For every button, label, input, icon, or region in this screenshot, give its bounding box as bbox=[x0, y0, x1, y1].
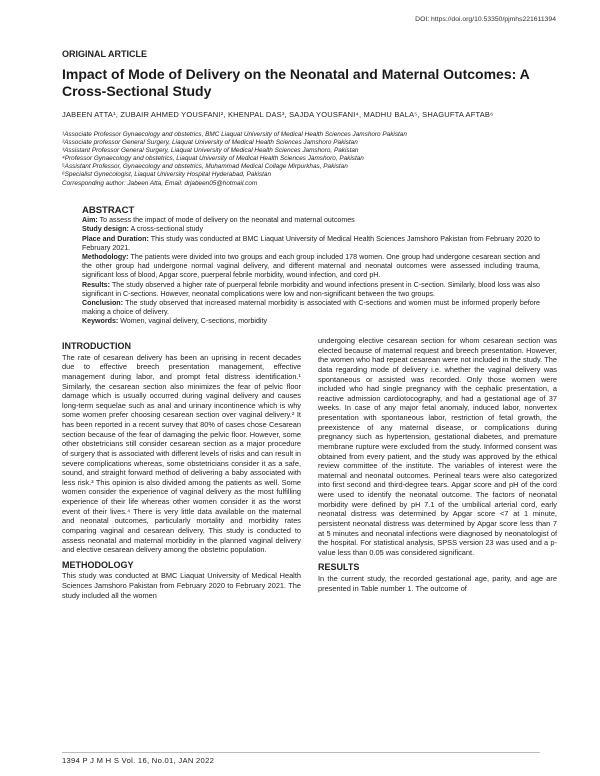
corresponding-author: Corresponding author: Jabeen Atta, Email: drjabeen05@hotmail.com bbox=[62, 179, 258, 187]
results-text: The study observed a higher rate of puerperal febrile morbidity and wound infections present in C-section. Similarly, blood loss was also significant in C-sections. However, neonatal complications were low and non-significant between the two groups. bbox=[82, 280, 540, 298]
abstract-design bbox=[82, 225, 540, 234]
methodology-text-left: This study was conducted at BMC Liaquat University of Medical Health Sciences Jamshoro Pakistan from February 2020 to February 2021. The study included all the women bbox=[62, 571, 301, 600]
place-text: This study was conducted at BMC Liaquat University of Medical Health Sciences Jamshoro Pakistan from February 2020 to February 2021. bbox=[82, 234, 540, 252]
results-heading: RESULTS bbox=[318, 562, 360, 573]
article-type-label: ORIGINAL ARTICLE bbox=[62, 49, 147, 59]
affiliation-3: ³Assistant Professor General Surgery, Liaquat University of Medical Health Sciences Jamshoro, Pakistan bbox=[62, 147, 359, 155]
design-text: A cross-sectional study bbox=[128, 225, 204, 234]
place-label: Place and Duration: bbox=[82, 234, 149, 243]
results-text: In the current study, the recorded gestational age, parity, and age are presented in Table number 1. The outcome of bbox=[318, 574, 557, 593]
abstract-heading: ABSTRACT bbox=[82, 205, 135, 216]
affiliation-2: ²Associate professor General Surgery, Liaquat University of Medical Health Sciences Jamshoro Pakistan bbox=[62, 139, 358, 147]
introduction-text: The rate of cesarean delivery has been an uprising in recent decades due to effective breech presentation management, effective management during labor, and prompt fetal distress identification.¹ Similarly, the cesarean section also minimizes the fear of pelvic floor damage which is usually occurred during vaginal delivery and causes long-term sequelae such as anal and urinary incontinence which is why some women prefer choosing cesarean section over vaginal delivery.² It has been reported in a recent survey that 80% of cases chose Cesarean section because of the fear of damaging the pelvic floor. However, some other obstetricians still consider cesarean section as a major procedure of surgery that is associated with different levels of risks and can result in severe complications whereas, some obstetricians consider it as a safe, sound, and straight forward method of delivering a baby associated with less risk.³ This opinion is also divided among the patients as well. Some women consider the experience of vaginal delivery as the most fulfilling experience of their life whereas other women consider it as the worst event of their lives.⁴ There is very little data available on the maternal and neonatal outcomes, particularly mortality and morbidity rates comparing vaginal and cesarean delivery. This study is conducted to assess neonatal and maternal morbidity in the planned vaginal delivery and elective cesarean delivery among the obstetric population. bbox=[62, 352, 301, 555]
abstract-keywords bbox=[82, 317, 540, 326]
conclusion-label: Conclusion: bbox=[82, 299, 123, 308]
abstract-methodology bbox=[82, 253, 540, 281]
keywords-text: Women, vaginal delivery, C-sections, morbidity bbox=[118, 317, 268, 326]
doi-link[interactable]: DOI: https://doi.org/10.53350/pjmhs221611394 bbox=[415, 16, 556, 23]
page-footer: 1394 P J M H S Vol. 16, No.01, JAN 2022 bbox=[62, 756, 215, 765]
methodology-text: The patients were divided into two groups and each group included 178 women. One group had undergone cesarean section and the other group had undergone normal vaginal delivery, and different maternal and neonatal outcomes were assessed including trauma, significant loss of blood, Apgar score, puerperal febrile morbidity, wound infection, and cord pH. bbox=[82, 253, 540, 280]
footer-divider bbox=[62, 752, 540, 753]
affiliation-4: ⁴Professor Gynaecology and obstetrics, Liaquat University of Medical Health Sciences Jamshoro, Pakistan bbox=[62, 155, 364, 163]
results-label: Results: bbox=[82, 280, 110, 289]
affiliation-5: ⁵Assistant Professor, Gynaecology and obstetrics, Muhammad Medical Collage Mirpurkhas, Pakistan bbox=[62, 163, 348, 171]
methodology-label: Methodology: bbox=[82, 253, 129, 262]
aim-text: To assess the impact of mode of delivery on the neonatal and maternal outcomes bbox=[97, 216, 355, 225]
paper-title: Impact of Mode of Delivery on the Neonatal and Maternal Outcomes: A Cross-Sectional Study bbox=[62, 66, 530, 99]
affiliation-1: ¹Associate Professor Gynaecology and obstetrics, BMC Liaquat University of Medical Health Sciences Jamshoro Pakistan bbox=[62, 131, 407, 138]
methodology-heading: METHODOLOGY bbox=[62, 559, 134, 570]
abstract-place bbox=[82, 235, 540, 253]
design-label: Study design: bbox=[82, 225, 129, 234]
introduction-heading: INTRODUCTION bbox=[62, 341, 131, 351]
keywords-label: Keywords: bbox=[82, 317, 119, 326]
right-column bbox=[318, 336, 557, 593]
abstract-aim bbox=[82, 216, 540, 225]
aim-label: Aim: bbox=[82, 216, 98, 225]
conclusion-text: The study observed that increased maternal morbidity is associated with C-sections and women must be informed properly before making a choice of delivery. bbox=[82, 299, 540, 317]
abstract-conclusion bbox=[82, 299, 540, 317]
methodology-text-right: undergoing elective cesarean section for whom cesarean section was elected because of maternal request and breech presentation. However, the women who had repeat cesarean were not included in the study. The data regarding mode of delivery i.e. whether the vaginal delivery was spontaneous or assisted was recorded. Only those women were included who had single pregnancy with the cephalic presentation, a reactive admission cardiotocography, and had a gestational age of 37 weeks. In case of any major fetal anomaly, induced labor, nonvertex presentation with spontaneous labor, restriction of fetal growth, the preexistence of any maternal disease, or complications during pregnancy such as hypertension, gestational diabetes, and premature membrane rupture were excluded from the study. Informed consent was obtained from every patient, and the study was approved by the ethical review committee of the institute. The variables of interest were the maternal and neonatal outcomes. Perineal tears were also categorized into first second and third-degree tears. Apgar score and pH of the cord were used to identify the neonatal outcome. The factors of neonatal morbidity were defined by pH 7.1 of the umbilical arterial cord, early neonatal distress was determined by Apgar score <7 at 1 minute, persistent neonatal distress was determined by Apgar score less than 7 at 5 minutes and neonatal infections were diagnosed by neonatologist of the hospital. For statistical analysis, SPSS version 23 was used and a p-value less than 0.05 was considered significant. bbox=[318, 336, 557, 557]
left-column bbox=[62, 342, 301, 600]
abstract-section bbox=[82, 206, 540, 327]
author-list: JABEEN ATTA¹, ZUBAIR AHMED YOUSFANI², KHENPAL DAS³, SAJDA YOUSFANI⁴, MADHU BALA⁵, SHAGUFTA AFTAB⁶ bbox=[62, 110, 494, 119]
affiliations bbox=[62, 131, 562, 188]
abstract-results bbox=[82, 281, 540, 299]
affiliation-6: ⁶Specialist Gynecologist, Liaquat University Hospital Hyderabad, Pakistan bbox=[62, 171, 272, 179]
